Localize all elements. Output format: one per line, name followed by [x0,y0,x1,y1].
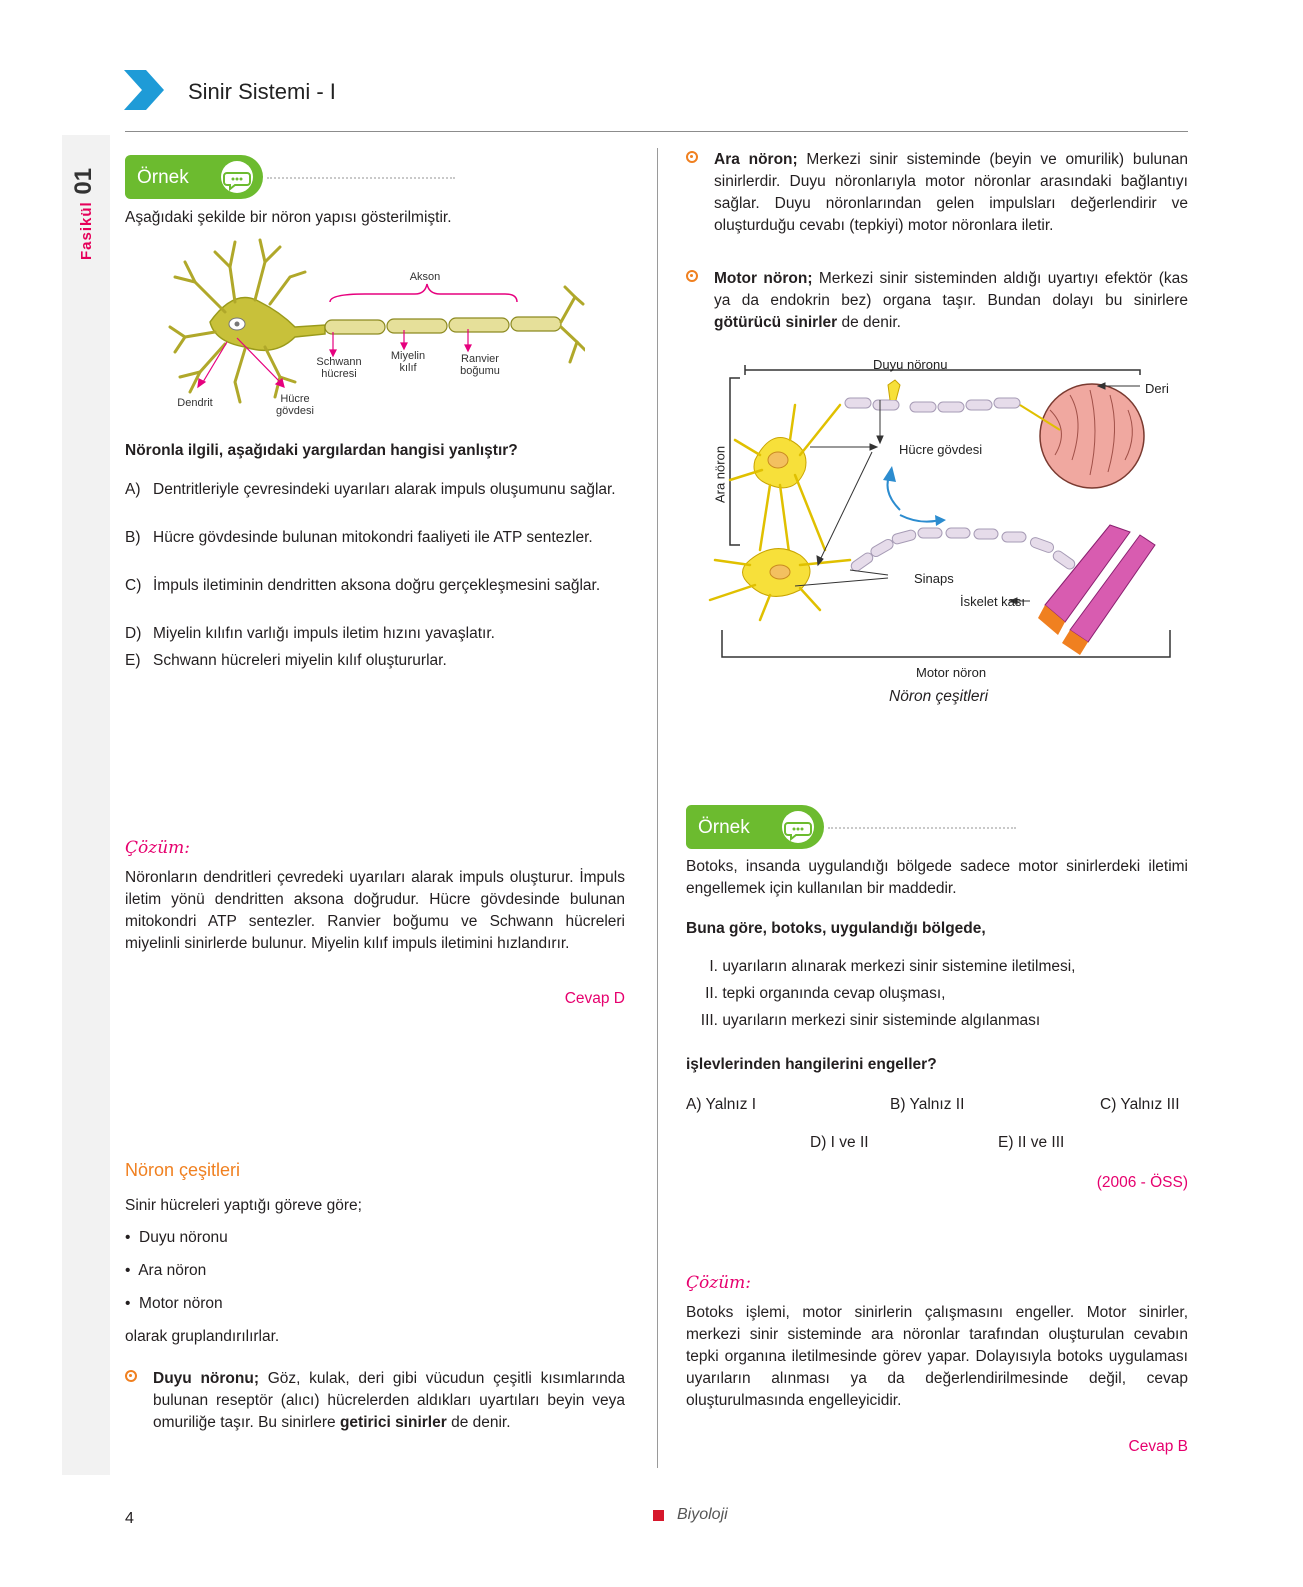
option-b[interactable]: B) Hücre gövdesinde bulunan mitokondri faaliyeti ile ATP sentezler. [125,529,593,546]
neuron-types-diagram [700,360,1180,680]
fasikul-tab [62,150,110,260]
option-c[interactable]: C) Yalnız III [1100,1096,1180,1113]
fasikul-label: Fasikül [78,201,95,260]
option-b[interactable]: B) Yalnız II [890,1096,965,1113]
label-miyelin: Miyelin kılıf [390,350,426,374]
example-tag-label: Örnek [698,817,750,838]
label-hucre-govdesi: Hücre gövdesi [899,442,983,457]
type-list-item: • Motor nöron [125,1295,223,1312]
speech-bubble-icon [217,159,257,195]
label-motor: Motor nöron [916,665,987,680]
answer-label: Cevap B [1128,1438,1188,1455]
target-bullet-icon [125,1370,137,1382]
example2-lead: Buna göre, botoks, uygulandığı bölgede, [686,920,986,937]
label-hucre: Hücre gövdesi [276,393,314,417]
section-heading: Nöron çeşitleri [125,1160,241,1180]
solution-label: Çözüm: [125,838,190,858]
example1-solution: Nöronların dendritleri çevredeki uyarıları alarak impuls oluşturur. İmpuls iletim yönü dendritten aksona doğrudur. Hücre gövdesinde bulunan mitokondri ATP sentezler. Ranvier boğumu ve Schwann hücreleri miyelinli sinirlerde bulunur. Miyelin kılıf impuls iletimini hızlandırır. [125,869,625,952]
answer-label: Cevap D [564,990,625,1007]
example2-question: işlevlerinden hangilerini engeller? [686,1056,937,1073]
motor-paragraph: Motor nöron; Merkezi sinir sisteminden aldığı uyartıyı efektör (kas ya da endokrin bez) organa taşır. Bundan dolayı bu sinirlere götürücü sinirler de denir. [686,268,1188,334]
solution-label: Çözüm: [686,1273,751,1293]
example-tag-label: Örnek [137,167,189,188]
source-label: (2006 - ÖSS) [1096,1174,1188,1191]
option-d[interactable]: D) Miyelin kılıfın varlığı impuls iletim hızını yavaşlatır. [125,625,495,642]
header-divider [125,131,1188,132]
option-e[interactable]: E) II ve III [998,1134,1065,1151]
fasikul-number: 01 [70,167,97,195]
option-a[interactable]: A) Dentritleriyle çevresindeki uyarıları alarak impuls oluşumunu sağlar. [125,481,616,498]
example-tag [125,155,455,201]
label-duyu: Duyu nöronu [873,357,948,372]
label-dendrit: Dendrit [177,397,213,409]
label-schwann: Schwann hücresi [316,356,362,380]
footer-subject: Biyoloji [677,1506,728,1523]
label-ara: Ara nöron [712,445,728,504]
chapter-arrow-icon [122,68,166,112]
types-outro: olarak gruplandırılırlar. [125,1328,280,1345]
ara-paragraph: Ara nöron; Merkezi sinir sisteminde (beyin ve omurilik) bulunan sinirlerdir. Duyu nöronlarıyla motor nöronlar arasındaki bağlantıyı sağlar. Duyu nöronlarından gelen impulsları değerlendirir ve oluşturduğu cevabı (tepkiyi) motor nöronlara iletir. [686,149,1188,237]
label-deri: Deri [1145,381,1169,396]
types-intro: Sinir hücreleri yaptığı göreve göre; [125,1197,362,1214]
footer-square-icon [653,1510,664,1521]
type-list-item: • Ara nöron [125,1262,207,1279]
example1-intro: Aşağıdaki şekilde bir nöron yapısı gösterilmiştir. [125,209,452,226]
duyu-paragraph: Duyu nöronu; Göz, kulak, deri gibi vücudun çeşitli kısımlarında bulunan reseptör (alıcı) hücrelerden aldıkları uyartıları beyin veya omuriliğe taşır. Bu sinirlere getirici sinirler de denir. [125,1368,625,1434]
option-e[interactable]: E) Schwann hücreleri miyelin kılıf oluştururlar. [125,652,447,669]
neuron-diagram [165,232,585,432]
target-bullet-icon [686,151,698,163]
option-a[interactable]: A) Yalnız I [686,1096,757,1113]
example-tag [686,805,1016,851]
label-ranvier: Ranvier boğumu [460,353,500,377]
option-d[interactable]: D) I ve II [810,1134,869,1151]
statement-item: I. uyarıların alınarak merkezi sinir sistemine iletilmesi, [709,958,1076,975]
sidebar-strip [62,135,110,1475]
option-c[interactable]: C) İmpuls iletiminin dendritten aksona doğru gerçekleşmesini sağlar. [125,577,601,594]
label-sinaps: Sinaps [914,571,954,586]
example1-question: Nöronla ilgili, aşağıdaki yargılardan hangisi yanlıştır? [125,442,518,459]
type-list-item: • Duyu nöronu [125,1229,228,1246]
statement-item: III. uyarıların merkezi sinir sisteminde algılanması [700,1012,1041,1029]
label-akson: Akson [409,271,441,283]
target-bullet-icon [686,270,698,282]
statement-item: II. tepki organında cevap oluşması, [705,985,946,1002]
label-iskelet: İskelet kası [960,594,1026,609]
diagram-caption: Nöron çeşitleri [889,688,989,705]
chapter-title: Sinir Sistemi - I [188,79,336,104]
column-divider [657,148,658,1468]
example2-intro: Botoks, insanda uygulandığı bölgede sadece motor sinirlerdeki iletimi engellemek için kullanılan bir maddedir. [686,858,1188,897]
example2-solution: Botoks işlemi, motor sinirlerin çalışmasını engeller. Motor sinirler, merkezi sinir sisteminde ara nöronlar tarafından oluşturulan cevabın tepki organına iletilmesinde görev yapar. Dolayısıyla botoks uygulaması uyarıların alınması ya da değerlendirilmesinde değil, cevap oluşturulmasında engelleyicidir. [686,1304,1188,1409]
speech-bubble-icon [778,809,818,845]
page-number: 4 [125,1510,134,1527]
